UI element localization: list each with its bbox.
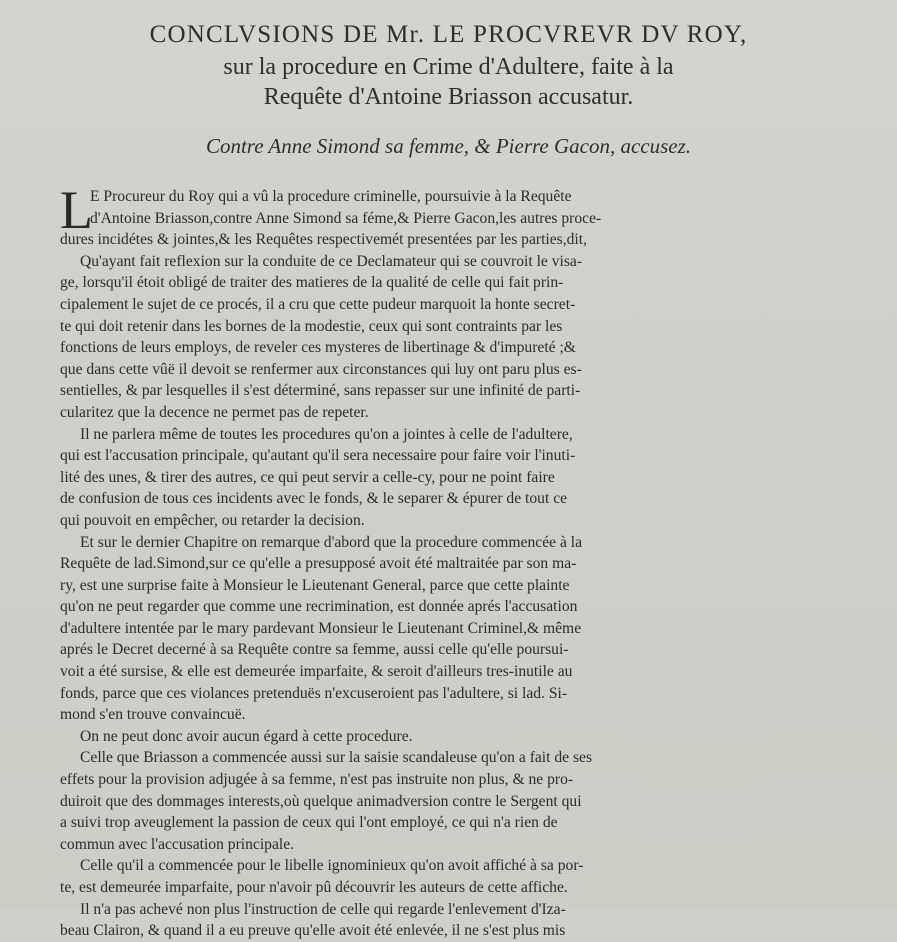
text-line: voit a été sursise, & elle est demeurée imparfaite, & seroit d'ailleurs tres-inutile au [60, 663, 573, 681]
body-text [60, 180, 720, 942]
text-line: duiroit que des dommages interests,où quelque animadversion contre le Sergent qui [60, 792, 582, 810]
text-line: qu'on ne peut regarder que comme une recrimination, est donnée aprés l'accusation [60, 598, 578, 616]
text-line: commun avec l'accusation principale. [60, 835, 295, 853]
text-line: dures incidétes & jointes,& les Requêtes respectivemét presentées par les parties,dit, [60, 231, 587, 249]
document-subtitle-line-2: Requête d'Antoine Briasson accusatur. [263, 84, 634, 110]
against-parties-line: Contre Anne Simond sa femme, & Pierre Gacon, accusez. [205, 134, 692, 158]
text-line: ry, est une surprise faite à Monsieur le Lieutenant General, parce que cette plainte [60, 576, 570, 594]
drop-cap-letter: L [60, 180, 93, 240]
text-line: qui est l'accusation principale, qu'autant qu'il sera necessaire pour faire voir l'inuti- [60, 447, 576, 465]
text-line: cipalement le sujet de ce procés, il a cru que cette pudeur marquoit la honte secret- [60, 295, 576, 313]
text-line: Celle qu'il a commencée pour le libelle ignominieux qu'on avoit affiché à sa por- [80, 857, 584, 875]
text-line: fonds, parce que ces violances pretenduës n'excuseroient pas l'adultere, si lad. Si- [60, 684, 568, 702]
text-line: sentielles, & par lesquelles il s'est déterminé, sans repasser sur une infinité de parti- [60, 382, 581, 400]
text-line: de confusion de tous ces incidents avec le fonds, & le separer & épurer de tout ce [60, 490, 568, 508]
text-line: Il ne parlera même de toutes les procedures qu'on a jointes à celle de l'adultere, [80, 425, 573, 443]
document-title: CONCLVSIONS DE Mr. LE PROCVREVR DV ROY, [149, 21, 748, 48]
text-line: d'adultere intentée par le mary pardevant Monsieur le Lieutenant Criminel,& même [60, 619, 582, 637]
document-subtitle-line-1: sur la procedure en Crime d'Adultere, faite à la [223, 54, 674, 80]
text-line: aprés le Decret decerné à sa Requête contre sa femme, aussi celle qu'elle poursui- [60, 641, 569, 659]
text-line: a suivi trop aveuglement la passion de ceux qui l'ont employé, ce qui n'a rien de [60, 814, 558, 832]
text-line: Qu'ayant fait reflexion sur la conduite de ce Declamateur qui se couvroit le visa- [80, 252, 583, 270]
text-line: qui pouvoit en empêcher, ou retarder la decision. [60, 511, 365, 529]
text-line: fonctions de leurs employs, de reveler ces mysteres de libertinage & d'impureté ;& [60, 339, 576, 357]
text-line: lité des unes, & tirer des autres, ce qui peut servir a celle-cy, pour ne point faire [60, 468, 555, 486]
text-line: que dans cette vûë il devoit se renfermer aux circonstances qui luy ont paru plus es- [60, 360, 582, 378]
text-line: te, est demeurée imparfaite, pour n'avoir pû découvrir les auteurs de cette affiche. [60, 879, 568, 896]
text-line: effets pour la provision adjugée à sa femme, n'est pas instruite non plus, & ne pro- [60, 771, 574, 789]
text-line: mond s'en trouve convaincuë. [60, 706, 246, 724]
text-line: cularitez que la decence ne permet pas de repeter. [60, 403, 369, 421]
text-line: Et sur le dernier Chapitre on remarque d'abord que la procedure commencée à la [80, 533, 583, 551]
text-line: Celle que Briasson a commencée aussi sur la saisie scandaleuse qu'on a fait de ses [80, 749, 593, 767]
title-block [0, 18, 897, 112]
text-line: beau Clairon, & quand il a eu preuve qu'elle avoit été enlevée, il ne s'est plus mis [60, 922, 566, 940]
text-line: On ne peut donc avoir aucun égard à cette procedure. [80, 727, 413, 745]
text-line: ge, lorsqu'il étoit obligé de traiter des matieres de la qualité de celle qui fait prin- [60, 274, 564, 292]
text-line: E Procureur du Roy qui a vû la procedure criminelle, poursuivie à la Requête [90, 188, 572, 205]
text-line: Il n'a pas achevé non plus l'instruction de celle qui regarde l'enlevement d'Iza- [80, 900, 566, 918]
text-line: te qui doit retenir dans les bornes de la modestie, ceux qui sont contraints par les [60, 317, 563, 335]
text-line: d'Antoine Briasson,contre Anne Simond sa féme,& Pierre Gacon,les autres proce- [90, 209, 602, 227]
text-line: Requête de lad.Simond,sur ce qu'elle a presupposé avoit été maltraitée par son ma- [60, 555, 577, 573]
